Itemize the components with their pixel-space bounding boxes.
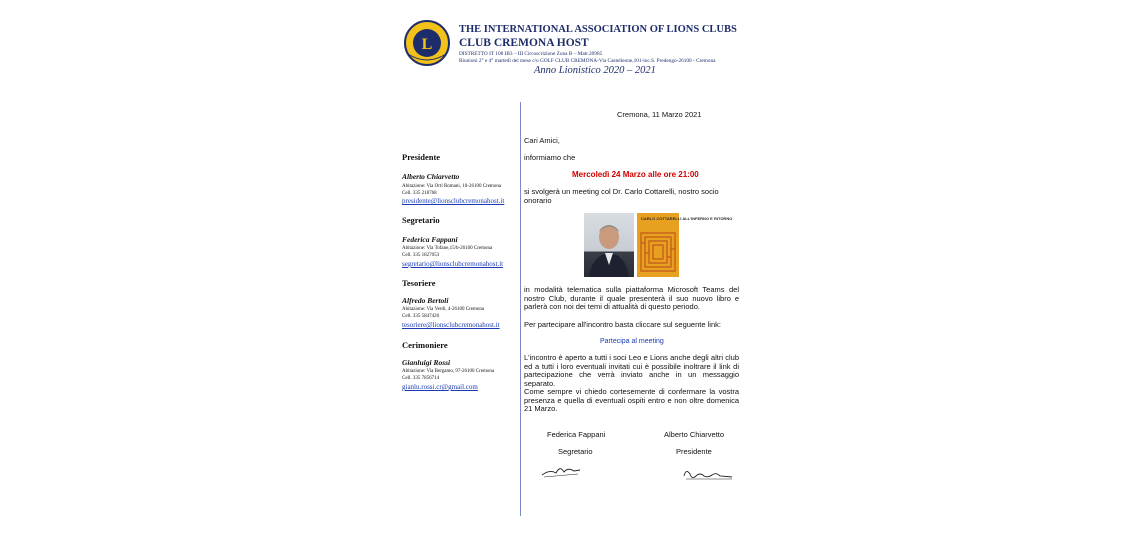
ceremony-phone: Cell. 335 7856714 xyxy=(402,376,440,381)
meeting-line: si svolgerà un meeting col Dr. Carlo Cottarelli, nostro socio onorario xyxy=(524,187,719,205)
role-treasurer: Tesoriere xyxy=(402,278,436,288)
svg-text:L: L xyxy=(421,36,433,53)
book-title-text: CARLO COTTARELLI ALL'INFERNO E RITORNO xyxy=(641,216,733,221)
org-name: THE INTERNATIONAL ASSOCIATION OF LIONS CLUBS xyxy=(459,24,737,35)
treasurer-name: Alfredo Bertoli xyxy=(402,296,449,305)
signature-role-secretary: Segretario xyxy=(558,447,593,456)
secretary-address: Abitazione: Via Tofane,15/b-26100 Cremona xyxy=(402,246,493,251)
president-email-link[interactable]: presidente@lionsclubcremonahost.it xyxy=(402,197,505,205)
column-divider xyxy=(520,102,521,516)
event-date: Mercoledì 24 Marzo alle ore 21:00 xyxy=(572,170,699,179)
role-president: Presidente xyxy=(402,152,441,162)
open-to-paragraph: L'incontro è aperto a tutti i soci Leo e Lions anche degli altri club ed a tutti i loro eventuali invitati cui è possibile inoltrare il link di partecipazione che verrà inviato anche in un messaggio separato. xyxy=(524,353,739,388)
president-name: Alberto Chiarvetto xyxy=(402,172,460,181)
lions-logo xyxy=(402,20,452,66)
confirm-paragraph: Come sempre vi chiedo cortesemente di confermare la vostra presenza e quella di eventuali ospiti entro e non oltre domenica 21 Marzo. xyxy=(524,387,739,414)
book-cover-image xyxy=(637,213,733,277)
secretary-signature xyxy=(540,463,582,484)
intro: informiamo che xyxy=(524,153,576,162)
ceremony-name: Gianluigi Rossi xyxy=(402,358,451,367)
cottarelli-photo xyxy=(584,213,634,277)
participate-line: Per partecipare all'incontro basta cliccare sul seguente link: xyxy=(524,320,721,329)
signature-role-president: Presidente xyxy=(676,447,712,456)
lionistic-year: Anno Lionistico 2020 – 2021 xyxy=(534,65,656,76)
treasurer-email-link[interactable]: tesoriere@lionsclubcremonahost.it xyxy=(402,321,500,329)
ceremony-email-link[interactable]: gianlu.rossi.cr@gmail.com xyxy=(402,383,478,391)
club-name: CLUB CREMONA HOST xyxy=(459,37,589,49)
ceremony-address: Abitazione: Via Bergamo, 97-26100 Cremona xyxy=(402,369,495,374)
mode-paragraph: in modalità telematica sulla piattaforma Microsoft Teams del nostro Club, durante il quale presenterà il suo nuovo libro e parlerà con noi dei temi di attualità di questo periodo. xyxy=(524,285,739,312)
secretary-phone: Cell. 335 1827053 xyxy=(402,253,440,258)
meeting-link[interactable]: Partecipa al meeting xyxy=(600,338,664,345)
role-ceremony: Cerimoniere xyxy=(402,340,448,350)
role-secretary: Segretario xyxy=(402,215,440,225)
president-signature xyxy=(682,466,734,487)
treasurer-address: Abitazione: Via Verdi, 4-26100 Cremona xyxy=(402,307,485,312)
greeting: Cari Amici, xyxy=(524,136,560,145)
district-line: DISTRETTO IT 108 IB3 – III Circoscrizione Zona B – Matr.20985 xyxy=(459,51,603,57)
president-address: Abitazione: Via Orti Romani, 10-26100 Cremona xyxy=(402,184,502,189)
president-phone: Cell. 335 218768 xyxy=(402,191,437,196)
signature-name-president: Alberto Chiarvetto xyxy=(664,430,725,439)
secretary-email-link[interactable]: segretario@lionsclubcremonahost.it xyxy=(402,260,504,268)
secretary-name: Federica Fappani xyxy=(402,235,458,244)
signature-name-secretary: Federica Fappani xyxy=(547,430,606,439)
meetings-line: Riunioni 2° e 4° martedì del mese c/o GOLF CLUB CREMONA-Via Castelleone,101-loc.S. Predengo-26100 - Cremona xyxy=(459,58,716,64)
letter-date: Cremona, 11 Marzo 2021 xyxy=(617,110,702,119)
treasurer-phone: Cell. 335 5847426 xyxy=(402,314,440,319)
